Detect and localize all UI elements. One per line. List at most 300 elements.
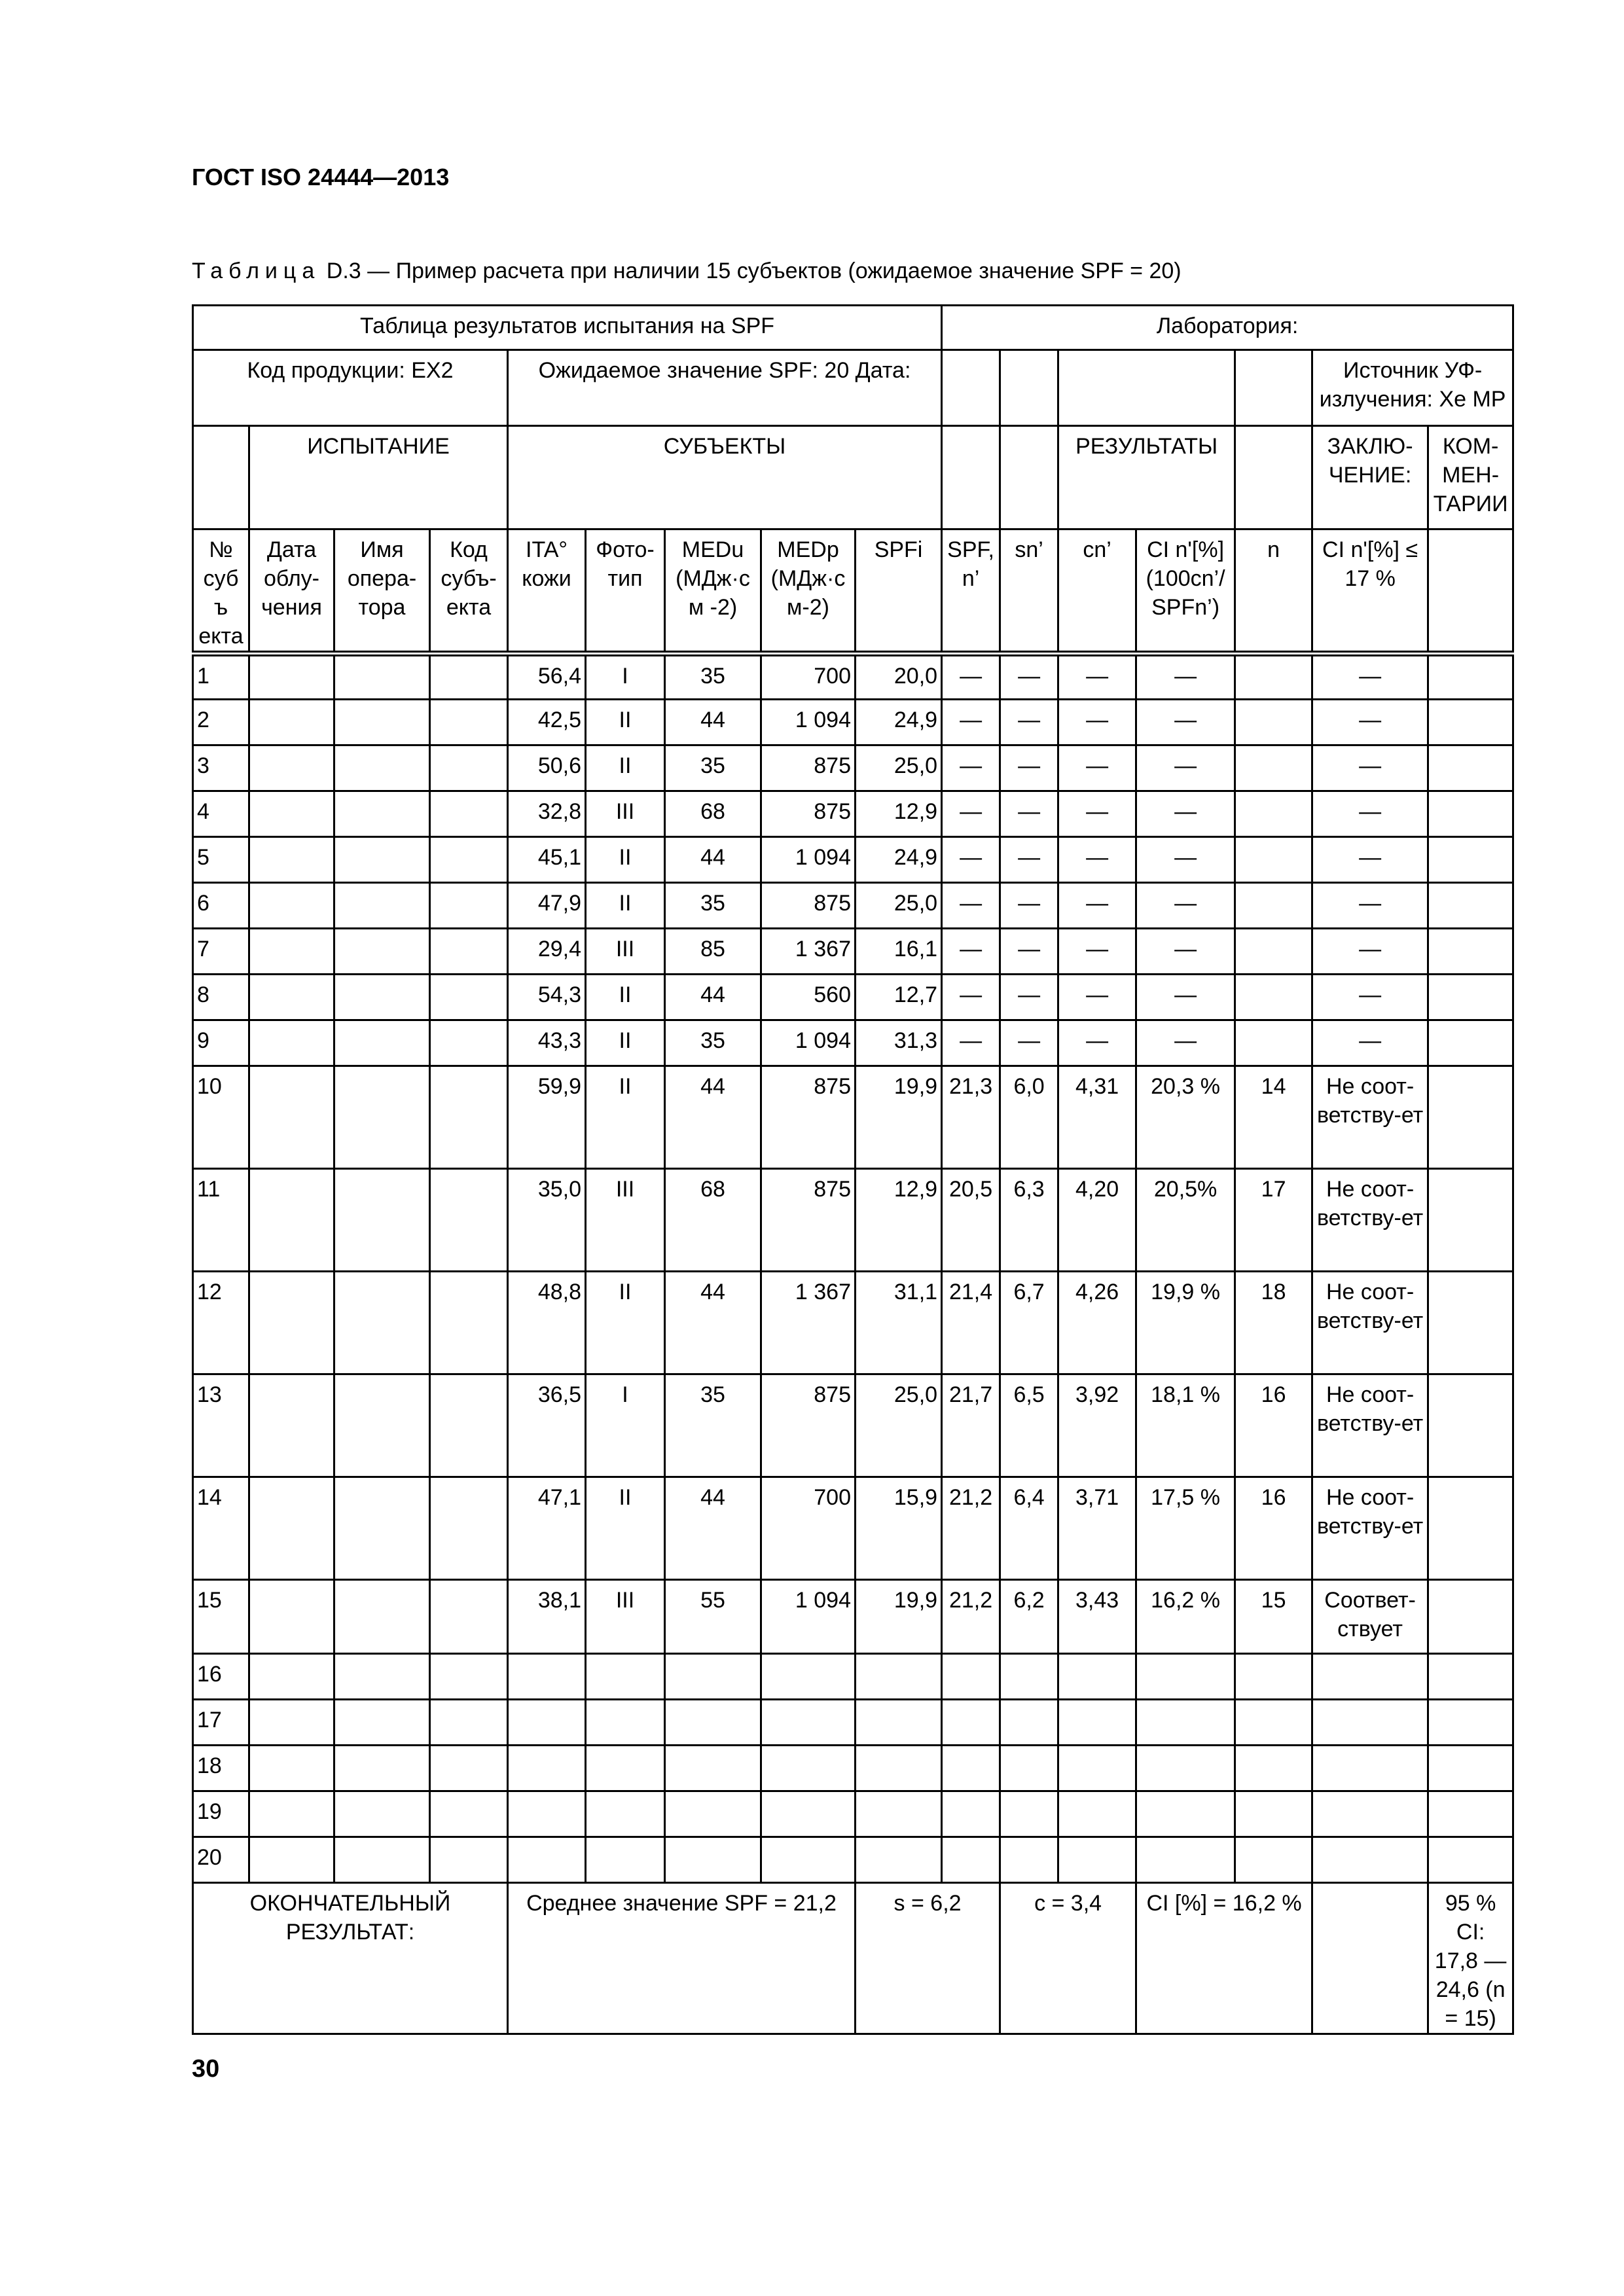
cell-subject-code bbox=[430, 1700, 508, 1746]
cell-n bbox=[1235, 745, 1312, 791]
cell-ita bbox=[508, 1837, 586, 1883]
cell-subject-code bbox=[430, 791, 508, 837]
cell-medp: 1 094 bbox=[761, 1580, 856, 1654]
cell-phototype: II bbox=[586, 745, 665, 791]
cell-medp: 875 bbox=[761, 1066, 856, 1169]
cell-n bbox=[1235, 1654, 1312, 1700]
cell-n bbox=[1235, 837, 1312, 883]
cell-subject-code bbox=[430, 929, 508, 975]
cell-comment bbox=[1428, 1654, 1513, 1700]
cell-ci: 18,1 % bbox=[1136, 1374, 1235, 1477]
cell-cn: 4,20 bbox=[1058, 1169, 1136, 1272]
cell-spfn bbox=[942, 1654, 1000, 1700]
cell-comment bbox=[1428, 654, 1513, 700]
caption-prefix: Таблица bbox=[192, 259, 321, 283]
cell-cn: 3,92 bbox=[1058, 1374, 1136, 1477]
cell-ci: 20,5% bbox=[1136, 1169, 1235, 1272]
cell-operator-name bbox=[334, 883, 430, 929]
cell-operator-name bbox=[334, 745, 430, 791]
col-irradiation-date: Дата облу-чения bbox=[249, 529, 334, 654]
cell-cn: — bbox=[1058, 837, 1136, 883]
cell-medp bbox=[761, 1654, 856, 1700]
table-row bbox=[193, 1020, 1513, 1066]
cell-spfn: — bbox=[942, 700, 1000, 745]
cell-n: 15 bbox=[1235, 1580, 1312, 1654]
cell-spfn bbox=[942, 1700, 1000, 1746]
cell-comment bbox=[1428, 700, 1513, 745]
cell-operator-name bbox=[334, 700, 430, 745]
cell-comment bbox=[1428, 929, 1513, 975]
cell-subject-code bbox=[430, 1746, 508, 1791]
cell-medu: 85 bbox=[665, 929, 761, 975]
cell-ita bbox=[508, 1654, 586, 1700]
cell-medu bbox=[665, 1837, 761, 1883]
empty-cell bbox=[1235, 426, 1312, 529]
cell-subject-code bbox=[430, 654, 508, 700]
expected-spf-date: Ожидаемое значение SPF: 20 Дата: bbox=[508, 350, 942, 426]
cell-spfi: 25,0 bbox=[856, 1374, 942, 1477]
cell-ita: 54,3 bbox=[508, 975, 586, 1020]
cell-ci-17 bbox=[1312, 1746, 1428, 1791]
cell-subject-code bbox=[430, 1654, 508, 1700]
cell-phototype: II bbox=[586, 700, 665, 745]
cell-medp: 875 bbox=[761, 1374, 856, 1477]
cell-medu: 35 bbox=[665, 654, 761, 700]
cell-spfi: 24,9 bbox=[856, 700, 942, 745]
col-subject-code: Код субъ-екта bbox=[430, 529, 508, 654]
cell-cn: — bbox=[1058, 791, 1136, 837]
cell-ci-17: Не соот-ветству-ет bbox=[1312, 1272, 1428, 1374]
cell-n bbox=[1235, 975, 1312, 1020]
section-comments: КОМ-МЕН-ТАРИИ bbox=[1428, 426, 1513, 529]
cell-spfi: 15,9 bbox=[856, 1477, 942, 1580]
table-row bbox=[193, 654, 1513, 700]
cell-ita bbox=[508, 1791, 586, 1837]
cell-ci: 20,3 % bbox=[1136, 1066, 1235, 1169]
cell-n: 17 bbox=[1235, 1169, 1312, 1272]
cell-ita: 35,0 bbox=[508, 1169, 586, 1272]
cell-comment bbox=[1428, 1477, 1513, 1580]
cell-cn: 4,31 bbox=[1058, 1066, 1136, 1169]
cell-spfn bbox=[942, 1837, 1000, 1883]
cell-n bbox=[1235, 1791, 1312, 1837]
cell-spfi: 19,9 bbox=[856, 1580, 942, 1654]
cell-sn bbox=[1000, 1746, 1058, 1791]
cell-subject-no: 2 bbox=[193, 700, 249, 745]
cell-subject-no: 16 bbox=[193, 1654, 249, 1700]
cell-operator-name bbox=[334, 1700, 430, 1746]
cell-sn: 6,4 bbox=[1000, 1477, 1058, 1580]
cell-comment bbox=[1428, 1700, 1513, 1746]
cell-comment bbox=[1428, 883, 1513, 929]
cell-phototype: II bbox=[586, 1272, 665, 1374]
cell-phototype: II bbox=[586, 975, 665, 1020]
cell-ci-17: Не соот-ветству-ет bbox=[1312, 1169, 1428, 1272]
cell-medu: 68 bbox=[665, 791, 761, 837]
cell-irradiation-date bbox=[249, 1654, 334, 1700]
cell-subject-no: 5 bbox=[193, 837, 249, 883]
cell-ci: — bbox=[1136, 975, 1235, 1020]
cell-phototype: I bbox=[586, 1374, 665, 1477]
empty-cell bbox=[1000, 426, 1058, 529]
cell-irradiation-date bbox=[249, 654, 334, 700]
cell-spfi: 25,0 bbox=[856, 883, 942, 929]
cell-medp: 875 bbox=[761, 791, 856, 837]
cell-phototype bbox=[586, 1700, 665, 1746]
cell-ci bbox=[1136, 1837, 1235, 1883]
cell-irradiation-date bbox=[249, 1837, 334, 1883]
cell-subject-code bbox=[430, 745, 508, 791]
cell-medp: 875 bbox=[761, 1169, 856, 1272]
cell-n bbox=[1235, 1837, 1312, 1883]
cell-subject-no: 19 bbox=[193, 1791, 249, 1837]
cell-operator-name bbox=[334, 837, 430, 883]
uv-source: Источник УФ-излучения: Xe MP bbox=[1312, 350, 1513, 426]
cell-ita: 56,4 bbox=[508, 654, 586, 700]
cell-spfi: 19,9 bbox=[856, 1066, 942, 1169]
table-row bbox=[193, 1746, 1513, 1791]
cell-ci bbox=[1136, 1700, 1235, 1746]
section-results: РЕЗУЛЬТАТЫ bbox=[1058, 426, 1235, 529]
cell-medp: 1 094 bbox=[761, 837, 856, 883]
cell-ita: 50,6 bbox=[508, 745, 586, 791]
cell-comment bbox=[1428, 1066, 1513, 1169]
cell-phototype: II bbox=[586, 1066, 665, 1169]
cell-subject-no: 4 bbox=[193, 791, 249, 837]
cell-ci: — bbox=[1136, 745, 1235, 791]
cell-operator-name bbox=[334, 1477, 430, 1580]
document-title: ГОСТ ISO 24444—2013 bbox=[192, 164, 450, 190]
cell-irradiation-date bbox=[249, 1272, 334, 1374]
cell-ci-17 bbox=[1312, 1700, 1428, 1746]
col-ita: ITA° кожи bbox=[508, 529, 586, 654]
cell-medu: 44 bbox=[665, 975, 761, 1020]
cell-operator-name bbox=[334, 929, 430, 975]
cell-n bbox=[1235, 700, 1312, 745]
col-spfn: SPF, n’ bbox=[942, 529, 1000, 654]
cell-ita bbox=[508, 1700, 586, 1746]
cell-phototype: III bbox=[586, 791, 665, 837]
cell-medp bbox=[761, 1837, 856, 1883]
cell-subject-no: 7 bbox=[193, 929, 249, 975]
cell-comment bbox=[1428, 745, 1513, 791]
cell-spfn: 21,2 bbox=[942, 1477, 1000, 1580]
cell-medu bbox=[665, 1700, 761, 1746]
cell-medu bbox=[665, 1746, 761, 1791]
cell-sn: — bbox=[1000, 929, 1058, 975]
cell-operator-name bbox=[334, 1746, 430, 1791]
cell-sn: — bbox=[1000, 745, 1058, 791]
cell-medu: 35 bbox=[665, 1374, 761, 1477]
cell-sn: — bbox=[1000, 700, 1058, 745]
cell-subject-code bbox=[430, 1169, 508, 1272]
cell-sn bbox=[1000, 1791, 1058, 1837]
empty-cell bbox=[193, 426, 249, 529]
empty-cell bbox=[1312, 1883, 1428, 2034]
cell-operator-name bbox=[334, 1020, 430, 1066]
cell-subject-code bbox=[430, 700, 508, 745]
cell-irradiation-date bbox=[249, 1020, 334, 1066]
col-medu: MEDu (МДж·см -2) bbox=[665, 529, 761, 654]
cell-cn: — bbox=[1058, 745, 1136, 791]
cell-subject-no: 9 bbox=[193, 1020, 249, 1066]
col-ci-17: CI n'[%] ≤ 17 % bbox=[1312, 529, 1428, 654]
cell-n: 16 bbox=[1235, 1374, 1312, 1477]
cell-comment bbox=[1428, 1791, 1513, 1837]
cell-spfn: 21,2 bbox=[942, 1580, 1000, 1654]
cell-cn: — bbox=[1058, 975, 1136, 1020]
cell-spfi: 12,9 bbox=[856, 1169, 942, 1272]
cell-subject-code bbox=[430, 837, 508, 883]
cell-comment bbox=[1428, 1374, 1513, 1477]
cell-subject-no: 12 bbox=[193, 1272, 249, 1374]
cell-sn bbox=[1000, 1700, 1058, 1746]
table-row bbox=[193, 883, 1513, 929]
cell-ita: 45,1 bbox=[508, 837, 586, 883]
cell-ci-17 bbox=[1312, 1791, 1428, 1837]
cell-medp: 1 094 bbox=[761, 1020, 856, 1066]
cell-sn: — bbox=[1000, 837, 1058, 883]
cell-sn: 6,0 bbox=[1000, 1066, 1058, 1169]
cell-ci-17: — bbox=[1312, 837, 1428, 883]
table-row bbox=[193, 1837, 1513, 1883]
cell-subject-no: 11 bbox=[193, 1169, 249, 1272]
cell-subject-no: 8 bbox=[193, 975, 249, 1020]
cell-spfi bbox=[856, 1654, 942, 1700]
cell-phototype: III bbox=[586, 1580, 665, 1654]
final-result-row bbox=[193, 1883, 1513, 2034]
cell-irradiation-date bbox=[249, 1791, 334, 1837]
cell-n bbox=[1235, 883, 1312, 929]
cell-irradiation-date bbox=[249, 1580, 334, 1654]
cell-subject-code bbox=[430, 975, 508, 1020]
cell-spfn: 20,5 bbox=[942, 1169, 1000, 1272]
cell-irradiation-date bbox=[249, 791, 334, 837]
cell-comment bbox=[1428, 1837, 1513, 1883]
table-row bbox=[193, 1791, 1513, 1837]
table-row bbox=[193, 1272, 1513, 1374]
cell-ci: 17,5 % bbox=[1136, 1477, 1235, 1580]
cell-comment bbox=[1428, 791, 1513, 837]
cell-ita: 48,8 bbox=[508, 1272, 586, 1374]
cell-phototype: II bbox=[586, 1477, 665, 1580]
cell-ci: 16,2 % bbox=[1136, 1580, 1235, 1654]
table-row bbox=[193, 1374, 1513, 1477]
cell-n bbox=[1235, 1746, 1312, 1791]
cell-cn: 3,43 bbox=[1058, 1580, 1136, 1654]
cell-medu: 44 bbox=[665, 1477, 761, 1580]
table-row bbox=[193, 791, 1513, 837]
cell-subject-no: 17 bbox=[193, 1700, 249, 1746]
cell-phototype: I bbox=[586, 654, 665, 700]
cell-n: 14 bbox=[1235, 1066, 1312, 1169]
header-row-2 bbox=[193, 350, 1513, 426]
cell-subject-code bbox=[430, 1580, 508, 1654]
cell-medp: 700 bbox=[761, 654, 856, 700]
cell-medp bbox=[761, 1746, 856, 1791]
cell-medp: 875 bbox=[761, 883, 856, 929]
cell-ci: — bbox=[1136, 837, 1235, 883]
cell-ita: 36,5 bbox=[508, 1374, 586, 1477]
final-c: c = 3,4 bbox=[1000, 1883, 1136, 2034]
cell-subject-no: 14 bbox=[193, 1477, 249, 1580]
cell-spfn: — bbox=[942, 837, 1000, 883]
table-row bbox=[193, 1169, 1513, 1272]
cell-ci-17 bbox=[1312, 1837, 1428, 1883]
cell-sn: — bbox=[1000, 1020, 1058, 1066]
table-row bbox=[193, 700, 1513, 745]
cell-spfn: — bbox=[942, 883, 1000, 929]
cell-phototype bbox=[586, 1654, 665, 1700]
table-caption bbox=[192, 259, 1182, 284]
cell-ita: 29,4 bbox=[508, 929, 586, 975]
empty-cell bbox=[1058, 350, 1235, 426]
cell-operator-name bbox=[334, 1791, 430, 1837]
final-mean-spf: Среднее значение SPF = 21,2 bbox=[508, 1883, 856, 2034]
cell-spfn bbox=[942, 1791, 1000, 1837]
cell-ita: 42,5 bbox=[508, 700, 586, 745]
cell-ci bbox=[1136, 1746, 1235, 1791]
cell-ci: — bbox=[1136, 929, 1235, 975]
cell-operator-name bbox=[334, 1169, 430, 1272]
col-comment bbox=[1428, 529, 1513, 654]
cell-spfn: — bbox=[942, 929, 1000, 975]
empty-cell bbox=[1235, 350, 1312, 426]
cell-spfi: 31,3 bbox=[856, 1020, 942, 1066]
caption-text: D.3 — Пример расчета при наличии 15 субъектов (ожидаемое значение SPF = 20) bbox=[326, 259, 1182, 283]
col-medp: MEDp (МДж·с м-2) bbox=[761, 529, 856, 654]
cell-sn: 6,7 bbox=[1000, 1272, 1058, 1374]
laboratory-label: Лаборатория: bbox=[942, 306, 1513, 350]
final-s: s = 6,2 bbox=[856, 1883, 1000, 2034]
cell-cn bbox=[1058, 1791, 1136, 1837]
cell-operator-name bbox=[334, 654, 430, 700]
cell-medp: 700 bbox=[761, 1477, 856, 1580]
cell-subject-no: 3 bbox=[193, 745, 249, 791]
section-subjects: СУБЪЕКТЫ bbox=[508, 426, 942, 529]
cell-medp: 1 367 bbox=[761, 929, 856, 975]
cell-ci bbox=[1136, 1791, 1235, 1837]
section-conclusion: ЗАКЛЮ-ЧЕНИЕ: bbox=[1312, 426, 1428, 529]
cell-ci: — bbox=[1136, 883, 1235, 929]
col-cn: cn’ bbox=[1058, 529, 1136, 654]
cell-n bbox=[1235, 654, 1312, 700]
section-test: ИСПЫТАНИЕ bbox=[249, 426, 508, 529]
cell-spfn: — bbox=[942, 1020, 1000, 1066]
cell-ita: 47,9 bbox=[508, 883, 586, 929]
table-row bbox=[193, 1700, 1513, 1746]
cell-ita bbox=[508, 1746, 586, 1791]
cell-sn: 6,2 bbox=[1000, 1580, 1058, 1654]
cell-medu: 68 bbox=[665, 1169, 761, 1272]
cell-medp: 875 bbox=[761, 745, 856, 791]
cell-medp bbox=[761, 1700, 856, 1746]
cell-comment bbox=[1428, 1746, 1513, 1791]
cell-spfn: — bbox=[942, 791, 1000, 837]
cell-comment bbox=[1428, 1020, 1513, 1066]
cell-ci-17: Не соот-ветству-ет bbox=[1312, 1374, 1428, 1477]
cell-medu bbox=[665, 1654, 761, 1700]
cell-subject-code bbox=[430, 1374, 508, 1477]
cell-ci: — bbox=[1136, 1020, 1235, 1066]
cell-medu: 44 bbox=[665, 837, 761, 883]
cell-subject-no: 20 bbox=[193, 1837, 249, 1883]
cell-ci: 19,9 % bbox=[1136, 1272, 1235, 1374]
cell-n: 16 bbox=[1235, 1477, 1312, 1580]
cell-n bbox=[1235, 1020, 1312, 1066]
cell-ci-17: — bbox=[1312, 975, 1428, 1020]
cell-phototype bbox=[586, 1791, 665, 1837]
cell-medu: 44 bbox=[665, 700, 761, 745]
empty-cell bbox=[1000, 350, 1058, 426]
cell-phototype: II bbox=[586, 837, 665, 883]
cell-subject-code bbox=[430, 1837, 508, 1883]
cell-comment bbox=[1428, 975, 1513, 1020]
cell-medp: 560 bbox=[761, 975, 856, 1020]
cell-cn bbox=[1058, 1746, 1136, 1791]
cell-subject-code bbox=[430, 883, 508, 929]
cell-phototype: III bbox=[586, 929, 665, 975]
cell-ci-17: — bbox=[1312, 791, 1428, 837]
cell-spfi: 12,7 bbox=[856, 975, 942, 1020]
cell-operator-name bbox=[334, 975, 430, 1020]
final-ci: CI [%] = 16,2 % bbox=[1136, 1883, 1312, 2034]
table-title: Таблица результатов испытания на SPF bbox=[193, 306, 942, 350]
cell-cn bbox=[1058, 1837, 1136, 1883]
cell-spfn: 21,3 bbox=[942, 1066, 1000, 1169]
cell-ci-17: Соответ-ствует bbox=[1312, 1580, 1428, 1654]
cell-irradiation-date bbox=[249, 1477, 334, 1580]
cell-cn: 3,71 bbox=[1058, 1477, 1136, 1580]
cell-ci: — bbox=[1136, 654, 1235, 700]
cell-ci: — bbox=[1136, 700, 1235, 745]
table-row bbox=[193, 1654, 1513, 1700]
cell-spfi bbox=[856, 1700, 942, 1746]
cell-subject-no: 10 bbox=[193, 1066, 249, 1169]
table-row bbox=[193, 745, 1513, 791]
cell-ci bbox=[1136, 1654, 1235, 1700]
cell-subject-no: 1 bbox=[193, 654, 249, 700]
cell-spfn: 21,7 bbox=[942, 1374, 1000, 1477]
cell-irradiation-date bbox=[249, 883, 334, 929]
cell-phototype bbox=[586, 1746, 665, 1791]
cell-irradiation-date bbox=[249, 1746, 334, 1791]
cell-ci-17: Не соот-ветству-ет bbox=[1312, 1477, 1428, 1580]
cell-subject-code bbox=[430, 1477, 508, 1580]
cell-sn: — bbox=[1000, 791, 1058, 837]
cell-irradiation-date bbox=[249, 700, 334, 745]
cell-medu bbox=[665, 1791, 761, 1837]
cell-ita: 43,3 bbox=[508, 1020, 586, 1066]
cell-operator-name bbox=[334, 1066, 430, 1169]
cell-phototype: II bbox=[586, 1020, 665, 1066]
cell-phototype: III bbox=[586, 1169, 665, 1272]
cell-cn: — bbox=[1058, 700, 1136, 745]
column-header-row bbox=[193, 529, 1513, 654]
cell-subject-code bbox=[430, 1791, 508, 1837]
cell-medu: 44 bbox=[665, 1066, 761, 1169]
col-phototype: Фото-тип bbox=[586, 529, 665, 654]
cell-ci-17: — bbox=[1312, 745, 1428, 791]
cell-ci-17: — bbox=[1312, 929, 1428, 975]
cell-ci-17: — bbox=[1312, 700, 1428, 745]
product-code: Код продукции: EX2 bbox=[193, 350, 508, 426]
cell-sn: — bbox=[1000, 975, 1058, 1020]
col-spfi: SPFi bbox=[856, 529, 942, 654]
cell-spfi bbox=[856, 1746, 942, 1791]
cell-irradiation-date bbox=[249, 1374, 334, 1477]
cell-sn bbox=[1000, 1837, 1058, 1883]
